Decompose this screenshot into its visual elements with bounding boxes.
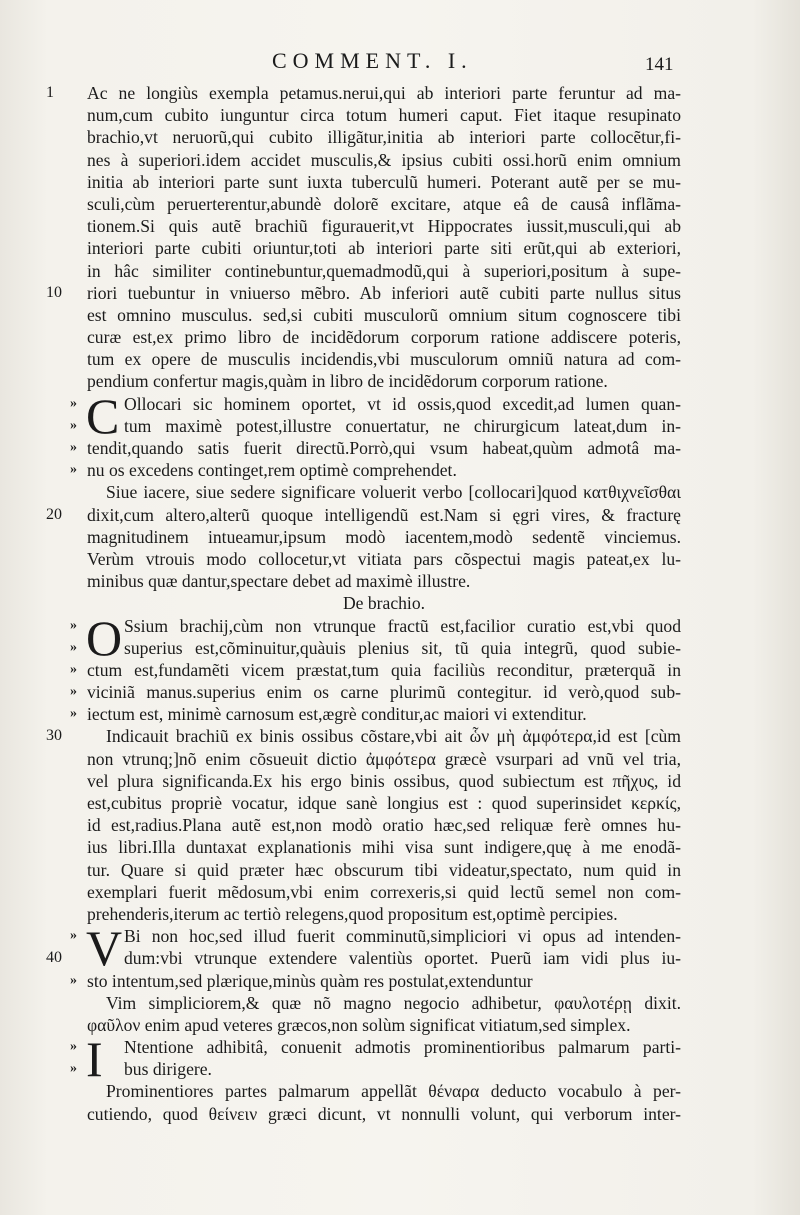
line-text: sculi,cùm peruerterentur,abundè dolorẽ excitare, atque eâ de causâ inflãma- [87, 193, 681, 214]
text-line [0, 947, 800, 969]
text-line [0, 881, 800, 903]
text-line [0, 415, 800, 437]
line-text: nu os excedens continget,rem optimè comprehendet. [87, 460, 457, 481]
line-text: est,cubitus propriè vocatur, idque sanè longius est : quod superinsidet κερκίς, [87, 793, 681, 813]
line-text: minibus quæ dantur,spectare debet ad maximè illustre. [87, 571, 471, 592]
text-line [0, 260, 800, 282]
quotation-mark: » [70, 684, 77, 700]
quotation-mark: » [70, 395, 77, 411]
page-number: 141 [645, 54, 674, 75]
line-text: tum ex opere de musculis incidendis,vbi musculorum omniũ natura ad com- [87, 349, 681, 370]
line-text: Prominentiores partes palmarum appellãt θέναρα deducto vocabulo à per- [106, 1081, 681, 1102]
quotation-mark: » [70, 617, 77, 633]
text-line [0, 703, 800, 725]
drop-capital: C [86, 387, 120, 444]
text-line [0, 171, 800, 193]
line-text: dum:vbi vtrunque extendere valentiùs oportet. Puerũ iam vidi plus iu- [124, 948, 681, 969]
text-line [0, 836, 800, 858]
quotation-mark: » [70, 706, 77, 722]
text-line [0, 1058, 800, 1080]
text-line [0, 526, 800, 548]
line-text: brachio,vt neruorũ,qui cubito illigãtur,initia ab interiori parte collocẽtur,fi- [87, 127, 681, 148]
page-header [0, 48, 800, 78]
line-text: pendium confertur magis,quàm in libro de incidẽdorum corporum ratione. [87, 371, 608, 392]
text-line [0, 459, 800, 481]
line-text: in hâc similiter continebuntur,quemadmodũ,qui à superiori,positum à supe- [87, 260, 681, 281]
line-text: iectum est, minimè carnosum est,ægrè conditur,ac maiori vi extenditur. [87, 704, 587, 725]
line-text: tum maximè potest,illustre conuertatur, ne chirurgicum lateat,dum in- [124, 415, 681, 436]
text-line [0, 126, 800, 148]
text-line [0, 659, 800, 681]
text-line [0, 326, 800, 348]
commentary-text [0, 82, 800, 1125]
line-text: viciniã manus.superius enim os carne plurimũ contegitur. id verò,quod sub- [87, 682, 681, 703]
line-text: Vim simpliciorem,& quæ nõ magno negocio adhibetur, φαυλοτέρῃ dixit. [106, 992, 681, 1013]
text-line [0, 104, 800, 126]
line-text: dixit,cum altero,alterũ quoque intelligendũ est.Nam si ęgri vires, & fracturę [87, 504, 681, 525]
line-text: Verùm vtrouis modo collocetur,vt vitiata pars cõspectui magis pateat,ex lu- [87, 548, 681, 569]
text-line [0, 504, 800, 526]
text-line [0, 193, 800, 215]
quotation-mark: » [70, 462, 77, 478]
line-text: magnitudinem intueamur,ipsum modò iacentem,modò sedentẽ vinciemus. [87, 526, 681, 547]
line-text: Ac ne longiùs exempla petamus.nerui,qui ab interiori parte feruntur ad ma- [87, 83, 681, 103]
drop-capital: I [86, 1031, 103, 1088]
text-line [0, 1014, 800, 1036]
line-text: Ssium brachij,cùm non vtrunque fractũ est,facilior curatio est,vbi quod [124, 615, 681, 636]
line-text: tur. Quare si quid præter hæc obscurum tibi videatur,spectato, num quid in [87, 859, 681, 880]
text-line [0, 792, 800, 814]
text-line [0, 237, 800, 259]
line-text: Bi non hoc,sed illud fuerit comminutũ,simpliciori vi opus ad intenden- [124, 926, 681, 947]
line-text: superius est,cõminuitur,quàuis plenius sit, tũ quia integrũ, quod subie- [124, 637, 681, 658]
line-text: curæ est,ex primo libro de incidẽdorum corporum ratione addiscere poteris, [87, 327, 681, 348]
line-text: interiori parte cubiti oriuntur,toti ab interiori parte siti erũt,qui ab exteriori, [87, 238, 681, 259]
quotation-mark: » [70, 972, 77, 988]
quotation-mark: » [70, 417, 77, 433]
text-line [0, 304, 800, 326]
text-line [0, 149, 800, 171]
text-line [0, 637, 800, 659]
text-line [0, 814, 800, 836]
line-text: tendit,quando satis fuerit directũ.Porrò,qui vsum habeat,quùm admotâ ma- [87, 438, 681, 458]
text-line [0, 282, 800, 304]
text-line [0, 548, 800, 570]
text-line [0, 859, 800, 881]
line-text: Ollocari sic hominem oportet, vt id ossis,quod excedit,ad lumen quan- [124, 393, 681, 414]
text-line [0, 770, 800, 792]
drop-capital: O [86, 609, 123, 666]
text-line [0, 992, 800, 1014]
line-text: sto intentum,sed plærique,minùs quàm res postulat,extenduntur [87, 970, 533, 991]
line-text: non vtrunq;]nõ enim cõsueuit dictio ἀμφότερα græcè vsurpari ad vnũ vel tria, [87, 748, 681, 769]
line-number: 20 [46, 505, 62, 523]
line-number: 30 [46, 727, 62, 745]
line-text: ius libri.Illa duntaxat explanationis mihi visa sunt indigere,quę à me enodã- [87, 837, 681, 858]
line-text: prehenderis,iterum ac tertiò relegens,quod propositum est,optimè percipies. [87, 903, 618, 924]
text-line [0, 437, 800, 459]
line-text: initia ab interiori parte sunt iuxta tuberculũ humeri. Poterant autẽ per se mu- [87, 171, 681, 192]
text-line [0, 215, 800, 237]
quotation-mark: » [70, 928, 77, 944]
line-text: num,cum cubito iunguntur circa totum humeri caput. Fiet itaque resupinato [87, 105, 681, 126]
line-number: 10 [46, 283, 62, 301]
line-text: Indicauit brachiũ ex binis ossibus cõstare,vbi ait ὧν μὴ ἀμφότερα,id est [cùm [106, 726, 681, 747]
text-line [0, 481, 800, 503]
text-line [0, 82, 800, 104]
quotation-mark: » [70, 1061, 77, 1077]
quotation-mark: » [70, 440, 77, 455]
text-line [0, 970, 800, 992]
text-line [0, 570, 800, 592]
running-head: COMMENT. I. [272, 48, 473, 73]
line-text: φαῦλον enim apud veteres græcos,non solùm significat vitiatum,sed simplex. [87, 1014, 631, 1035]
quotation-mark: » [70, 661, 77, 677]
line-text: id est,radius.Plana autẽ est,non modò oratio hæc,sed reliquæ ferè omnes hu- [87, 815, 681, 836]
line-number: 1 [46, 84, 54, 101]
section-heading: De brachio. [342, 593, 426, 614]
line-text: cutiendo, quod θείνειν græci dicunt, vt nonnulli volunt, qui verborum inter- [87, 1103, 681, 1124]
line-text: nes à superiori.idem accidet musculis,& ipsius cubiti ossi.horũ enim omnium [87, 149, 681, 170]
line-text: Ntentione adhibitâ, conuenit admotis prominentioribus palmarum parti- [124, 1037, 681, 1058]
quotation-mark: » [70, 639, 77, 655]
line-text: Siue iacere, siue sedere significare voluerit verbo [collocari]quod κατθιχνεῖσθαι [106, 482, 681, 503]
text-line [0, 681, 800, 703]
line-text: exemplari fuerit mẽdosum,vbi enim correxeris,si quid lectũ semel non com- [87, 881, 681, 902]
text-line [0, 348, 800, 370]
line-text: bus dirigere. [124, 1059, 212, 1080]
line-text: riori tuebuntur in vniuerso mẽbro. Ab inferiori autẽ cubiti parte nullus situs [87, 282, 681, 303]
text-line [0, 725, 800, 747]
text-line [0, 748, 800, 770]
quotation-mark: » [70, 1039, 77, 1055]
drop-capital: V [86, 920, 123, 977]
line-text: tionem.Si quis autẽ brachiũ figurauerit,vt Hippocrates iussit,musculi,qui ab [87, 216, 681, 237]
line-number: 40 [46, 949, 62, 967]
text-line [0, 1080, 800, 1102]
text-line [0, 370, 800, 392]
text-line [0, 1103, 800, 1125]
line-text: est omnino musculus. sed,si cubiti musculorũ omnium situm cognoscere tibi [87, 304, 681, 325]
line-text: vel plura significanda.Ex his ergo binis ossibus, quod subiectum est πῆχυς, id [87, 770, 681, 791]
line-text: ctum est,fundamẽti vicem præstat,tum quia faciliùs reconditur, præterquã in [87, 659, 681, 680]
